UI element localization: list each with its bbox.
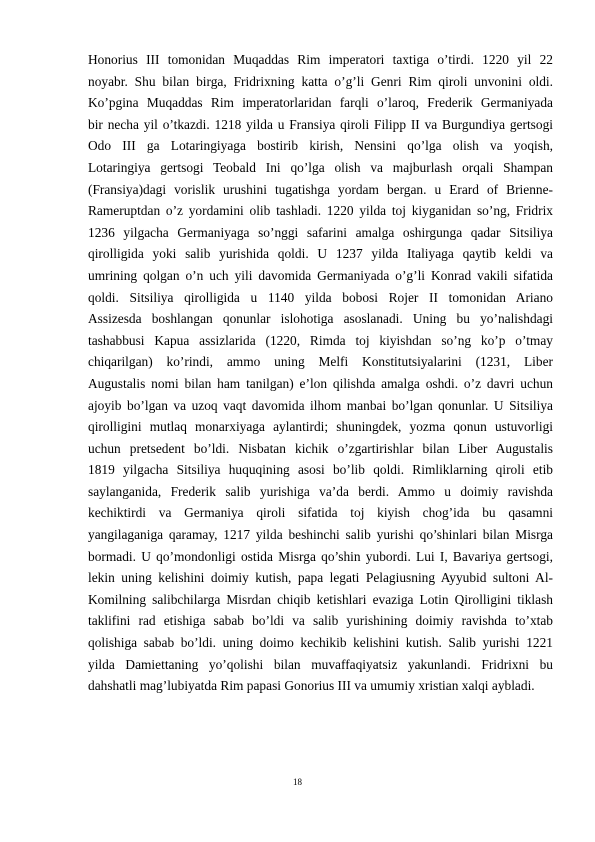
text-line: uchun pretsedent bo’ldi. Nisbatan kichik o’zgartirishlar bilan Liber Augustalis: [88, 440, 553, 456]
text-line: Honorius III tomonidan Muqaddas Rim imperatori taxtiga o’tirdi. 1220 yil 22: [88, 52, 553, 67]
text-line: chiqarilgan) ko’rindi, ammo uning Melfi Konstitutsiyalarini (1231, Liber: [88, 354, 553, 370]
text-line: (Fransiya)dagi vorislik urushini tugatishga yordam bergan. u Erard of Brienne-: [88, 181, 553, 197]
text-line: qirolligini mutlaq monarxiyaga aylantirdi; shuningdek, yozma qonun ustuvorligi: [88, 419, 553, 435]
text-line: dahshatli mag’lubiyatda Rim papasi Gonorius III va umumiy xristian xalqi aybladi.: [88, 678, 535, 694]
text-line: qoldi. Sitsiliya qirolligida u 1140 yilda bobosi Rojer II tomonidan Ariano: [88, 289, 553, 305]
text-line: ajoyib bo’lgan va uzoq vaqt davomida ilhom manbai bo’lgan qonunlar. U Sitsiliya: [88, 397, 553, 413]
text-line: umrining qolgan o’n uch yili davomida Germaniyada o’g’li Konrad vakili sifatida: [88, 267, 553, 283]
text-line: qolishiga sabab bo’ldi. uning doimo kechikib kelishini kutish. Salib yurishi 1221: [88, 635, 553, 651]
text-line: Komilning salibchilarga Misrdan chiqib ketishlari evaziga Lotin Qirolligini tiklash: [88, 591, 553, 607]
text-line: Odo III ga Lotaringiyaga bostirib kirish, Nensini qo’lga olish va yoqish,: [88, 138, 553, 154]
text-line: Ko’pgina Muqaddas Rim imperatorlaridan farqli o’laroq, Frederik Germaniyada: [88, 95, 553, 111]
text-line: bir necha yil o’tkazdi. 1218 yilda u Fransiya qiroli Filipp II va Burgundiya gertsogi: [88, 116, 553, 132]
text-line: noyabr. Shu bilan birga, Fridrixning katta o’g’li Genri Rim qiroli unvonini oldi.: [88, 73, 553, 89]
text-line: Assizesda boshlangan qonunlar islohotiga asoslanadi. Uning bu yo’nalishdagi: [88, 311, 553, 327]
text-line: yilda Damiettaning yo’qolishi bilan muvaffaqiyatsiz yakunlandi. Fridrixni bu: [88, 656, 553, 672]
text-line: tashabbusi Kapua assizlarida (1220, Rimda toj kiyishdan so’ng ko’p o’tmay: [88, 332, 553, 348]
text-line: Augustalis nomi bilan ham tanilgan) e’lon qilishda amalga oshdi. o’z davri uchun: [88, 375, 553, 391]
text-line: 1819 yilgacha Sitsiliya huquqining asosi bo’lib qoldi. Rimliklarning qiroli etib: [88, 462, 553, 478]
text-line: kechiktirdi va Germaniya qiroli sifatida toj kiyish chog’ida bu qasamni: [88, 505, 553, 521]
text-line: lekin uning kelishini doimiy kutish, papa legati Pelagiusning Ayyubid sultoni Al-: [88, 570, 553, 586]
text-line: qirolligida yoki salib yurishida qoldi. U 1237 yilda Italiyaga qaytib keldi va: [88, 246, 553, 262]
body-text: [88, 49, 553, 697]
page-number: 18: [293, 777, 302, 787]
text-line: bormadi. U qo’mondonligi ostida Misrga qo’shin yubordi. Lui I, Bavariya gertsogi,: [88, 548, 553, 564]
text-line: Rameruptdan o’z yordamini olib tashladi. 1220 yilda toj kiyganidan so’ng, Fridrix: [88, 203, 553, 219]
text-line: yangilaganiga qaramay, 1217 yilda beshinchi salib yurishi qo’shinlari bilan Misrga: [88, 527, 553, 543]
text-line: Lotaringiya gertsogi Teobald Ini qo’lga olish va majburlash orqali Shampan: [88, 159, 553, 175]
text-line: saylanganida, Frederik salib yurishiga va’da berdi. Ammo u doimiy ravishda: [88, 483, 553, 499]
text-line: 1236 yilgacha Germaniyaga so’nggi safarini amalga oshirgunga qadar Sitsiliya: [88, 224, 553, 240]
text-line: taklifini rad etishiga sabab bo’ldi va salib yurishining doimiy ravishda to’xtab: [88, 613, 553, 629]
